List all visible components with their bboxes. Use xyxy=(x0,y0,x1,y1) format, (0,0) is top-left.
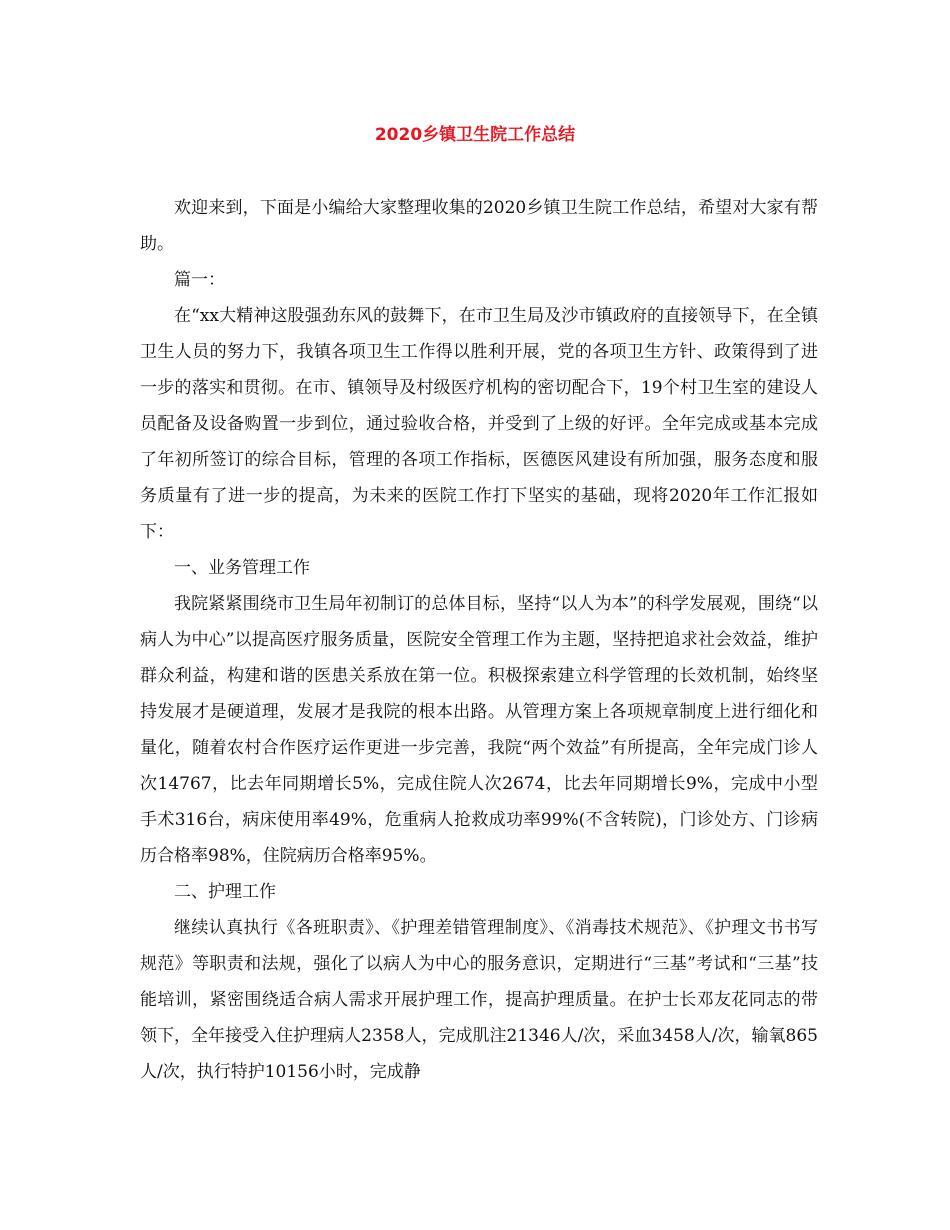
business-management-paragraph: 我院紧紧围绕市卫生局年初制订的总体目标，坚持“以人为本”的科学发展观，围绕“以病人为中心”以提高医疗服务质量，医院安全管理工作为主题，坚持把追求社会效益，维护群众利益，构建和谐的医患关系放在第一位。积极探索建立科学管理的长效机制，始终坚持发展才是硬道理，发展才是我院的根本出路。从管理方案上各项规章制度上进行细化和量化，随着农村合作医疗运作更进一步完善，我院“两个效益”有所提高，全年完成门诊人次14767，比去年同期增长5%，完成住院人次2674，比去年同期增长9%，完成中小型手术316台，病床使用率49%，危重病人抢救成功率99%(不含转院)，门诊处方、门诊病历合格率98%，住院病历合格率95%。 xyxy=(140,594,818,866)
document-body xyxy=(140,190,818,1090)
overview-paragraph: 在“xx大精神这股强劲东风的鼓舞下，在市卫生局及沙市镇政府的直接领导下，在全镇卫生人员的努力下，我镇各项卫生工作得以胜利开展，党的各项卫生方针、政策得到了进一步的落实和贯彻。在市、镇领导及村级医疗机构的密切配合下，19个村卫生室的建设人员配备及设备购置一步到位，通过验收合格，并受到了上级的好评。全年完成或基本完成了年初所签订的综合目标，管理的各项工作指标，医德医风建设有所加强，服务态度和服务质量有了进一步的提高，为未来的医院工作打下坚实的基础，现将2020年工作汇报如下： xyxy=(140,306,818,542)
section-label-part-one: 篇一： xyxy=(174,270,225,290)
heading-nursing-work: 二、护理工作 xyxy=(174,882,276,902)
intro-paragraph: 欢迎来到，下面是小编给大家整理收集的2020乡镇卫生院工作总结，希望对大家有帮助。 xyxy=(140,198,818,254)
nursing-work-paragraph: 继续认真执行《各班职责》、《护理差错管理制度》、《消毒技术规范》、《护理文书书写规范》等职责和法规，强化了以病人为中心的服务意识，定期进行“三基”考试和“三基”技能培训，紧密围绕适合病人需求开展护理工作，提高护理质量。在护士长邓友花同志的带领下，全年接受入住护理病人2358人，完成肌注21346人/次，采血3458人/次，输氧865人/次，执行特护10156小时，完成静 xyxy=(140,918,818,1082)
heading-business-management: 一、业务管理工作 xyxy=(174,558,310,578)
document-title: 2020乡镇卫生院工作总结 xyxy=(374,125,576,145)
